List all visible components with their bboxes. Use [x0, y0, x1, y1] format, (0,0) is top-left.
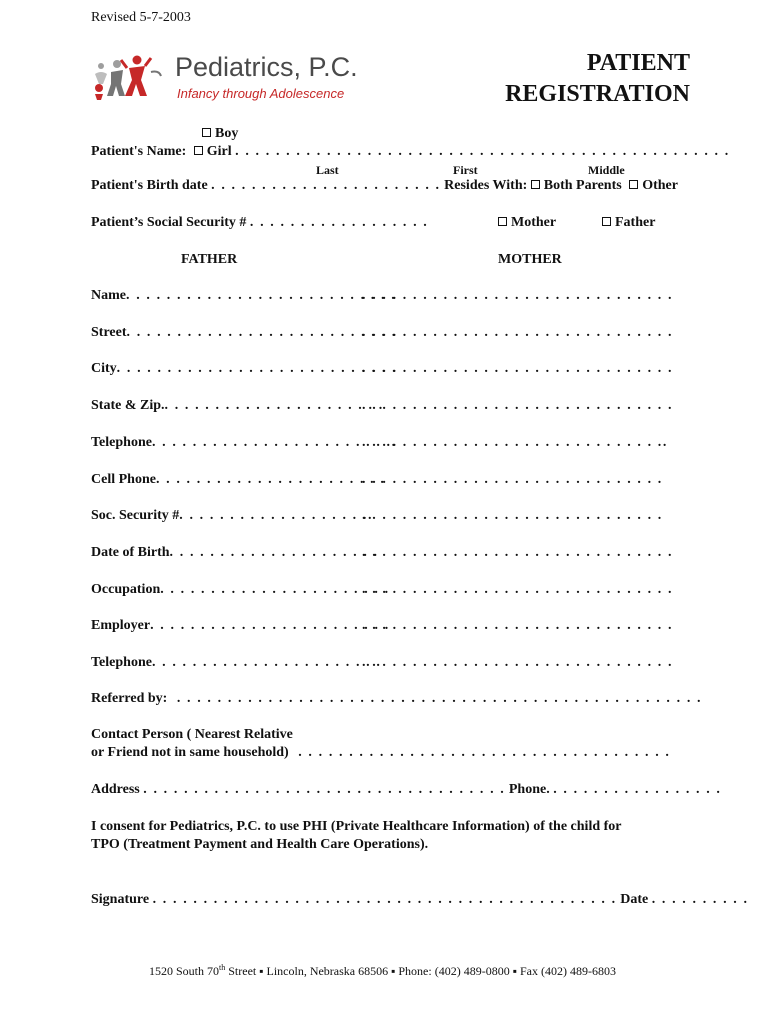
father-field[interactable]: . . . . . . . . . . . . . . . . . . . . . . . .. — [151, 435, 397, 450]
parent-row-label: Soc. Security # — [91, 508, 180, 523]
signature-row — [91, 892, 749, 908]
parent-row-label: Telephone — [91, 655, 152, 670]
other-label: Other — [642, 178, 678, 193]
phone-label: Phone. — [508, 782, 550, 797]
contact-person-label-line1: Contact Person ( Nearest Relative — [91, 727, 293, 742]
name-sublabel-last: Last — [316, 163, 339, 177]
father-field[interactable]: . . . . . . . . . . . . . . . . . . . . . — [169, 545, 379, 560]
practice-logo — [89, 50, 359, 106]
mother-column-header: MOTHER — [498, 252, 562, 267]
referred-by-field[interactable]: . . . . . . . . . . . . . . . . . . . . . . . . . . . . . . . . . . . . . . . . . . . . . . . . . . . . — [176, 691, 703, 706]
other-option[interactable] — [629, 178, 678, 193]
form-title-line2: REGISTRATION — [505, 81, 690, 107]
other-checkbox[interactable] — [629, 180, 638, 189]
signature-field[interactable]: . . . . . . . . . . . . . . . . . . . . . . . . . . . . . . . . . . . . . . . . . . . . . . — [152, 892, 617, 907]
mother-field[interactable]: . . . . . . . . . . . . . . . . . . . . . . . . . . . . . . . — [362, 361, 674, 376]
parent-row-label: Date of Birth — [91, 545, 170, 560]
father-field[interactable]: . . . . . . . . . . . . . . . . . . . . . . . — [151, 655, 382, 670]
patient-ssn-row — [91, 215, 428, 231]
referred-by-row — [91, 691, 702, 707]
parent-row — [91, 398, 384, 414]
boy-checkbox[interactable] — [202, 128, 211, 137]
parent-row — [91, 288, 396, 304]
parent-row-label: State & Zip. — [91, 398, 165, 413]
father-field[interactable]: . . . . . . . . . . . . . . . . . . . . . . . . . . . — [126, 288, 397, 303]
father-field[interactable]: . . . . . . . . . . . . . . . . . . . . . . . — [155, 472, 386, 487]
parent-row — [91, 545, 379, 561]
both-parents-option[interactable] — [531, 178, 622, 193]
practice-tagline: Infancy through Adolescence — [177, 86, 345, 101]
form-title-line1: PATIENT — [586, 50, 690, 76]
parent-row — [91, 582, 390, 598]
father-checkbox[interactable] — [602, 217, 611, 226]
address-row — [91, 782, 722, 798]
birth-date-field[interactable]: . . . . . . . . . . . . . . . . . . . . . . . — [211, 178, 441, 193]
mother-label: Mother — [511, 215, 557, 230]
date-label: Date — [620, 892, 649, 907]
parent-row-label: Employer — [91, 618, 151, 633]
patient-name-field[interactable]: . . . . . . . . . . . . . . . . . . . . . . . . . . . . . . . . . . . . . . . . . . . . . . . . . — [235, 144, 730, 159]
girl-option[interactable] — [194, 144, 232, 159]
resides-with-label: Resides With: — [444, 178, 528, 193]
mother-field[interactable]: . . . . . . . . . . . . . . . . . . . . . . . . . . . . . . . — [362, 325, 674, 340]
boy-label: Boy — [215, 126, 239, 141]
parent-row — [91, 655, 381, 671]
both-parents-label: Both Parents — [543, 178, 622, 193]
phone-field[interactable]: . . . . . . . . . . . . . . . . . — [553, 782, 722, 797]
parent-row — [91, 435, 397, 451]
form-title — [505, 48, 690, 110]
contact-person-row — [91, 745, 671, 761]
mother-field[interactable]: . . . . . . . . . . . . . . . . . . . . . . . . . . . . . . . — [362, 288, 674, 303]
patient-name-label: Patient's Name: — [91, 144, 187, 159]
father-option[interactable] — [602, 215, 655, 231]
father-field[interactable]: . . . . . . . . . . . . . . . . . . . . . . . . . . . — [126, 325, 397, 340]
patient-name-row — [91, 144, 730, 160]
girl-label: Girl — [206, 144, 232, 159]
birth-date-row — [91, 178, 678, 194]
practice-name: Pediatrics, P.C. — [175, 52, 358, 82]
parent-row-label: Street — [91, 325, 127, 340]
parent-row — [91, 325, 397, 341]
date-field[interactable]: . . . . . . . . . . — [651, 892, 749, 907]
both-parents-checkbox[interactable] — [531, 180, 540, 189]
children-figures-icon — [89, 50, 175, 106]
mother-field[interactable]: . . . . . . . . . . . . . . . . . . . . . . . . . . . . . . . — [362, 398, 674, 413]
father-field[interactable]: . . . . . . . . . . . . . . . . . . . . . . . . . . . . — [116, 361, 398, 376]
parent-row — [91, 508, 373, 524]
consent-text-line2: TPO (Treatment Payment and Health Care Operations). — [91, 837, 429, 852]
address-label: Address — [91, 782, 140, 797]
patient-ssn-field[interactable]: . . . . . . . . . . . . . . . . . . — [249, 215, 429, 230]
mother-field[interactable]: . . . . . . . . . . . . . . . . . . . . . . . . . . . . . . . — [362, 582, 674, 597]
footer-address-sup: th — [219, 963, 226, 972]
mother-field[interactable]: . . . . . . . . . . . . . . . . . . . . . . . . . . . . . .. — [362, 435, 668, 450]
parent-row-label: City — [91, 361, 117, 376]
contact-person-field[interactable]: . . . . . . . . . . . . . . . . . . . . . . . . . . . . . . . . . . . . . — [298, 745, 671, 760]
consent-text-line1: I consent for Pediatrics, P.C. to use PHI (Private Healthcare Information) of the child for — [91, 819, 622, 834]
father-field[interactable]: . . . . . . . . . . . . . . . . . . . . . . . . — [150, 618, 390, 633]
father-field[interactable]: . . . . . . . . . . . . . . . . . . .. — [179, 508, 374, 523]
parent-row-label: Telephone — [91, 435, 152, 450]
referred-by-label: Referred by: — [91, 691, 168, 706]
contact-person-label-line2: or Friend not in same household) — [91, 745, 289, 760]
father-label: Father — [615, 215, 656, 230]
parent-row — [91, 361, 397, 377]
footer-address-pre: 1520 South 70 — [149, 964, 220, 978]
father-field[interactable]: . . . . . . . . . . . . . . . . . . . . . . . — [160, 582, 390, 597]
footer-address — [149, 963, 616, 979]
parent-row-label: Cell Phone — [91, 472, 156, 487]
parent-row-label: Occupation — [91, 582, 161, 597]
mother-field[interactable]: . . . . . . . . . . . . . . . . . . . . . . . . . . . . . . — [362, 472, 663, 487]
patient-ssn-label: Patient’s Social Security # — [91, 215, 247, 230]
mother-checkbox[interactable] — [498, 217, 507, 226]
birth-date-label: Patient's Birth date — [91, 178, 208, 193]
parent-row-label: Name — [91, 288, 126, 303]
boy-option[interactable] — [202, 126, 238, 142]
mother-field[interactable]: . . . . . . . . . . . . . . . . . . . . . . . . . . . . . . . — [362, 655, 674, 670]
revision-date: Revised 5-7-2003 — [91, 10, 191, 25]
mother-field[interactable]: . . . . . . . . . . . . . . . . . . . . . . . . . . . . . . . — [362, 618, 674, 633]
footer-address-post: Street ▪ Lincoln, Nebraska 68506 ▪ Phone: (402) 489-0800 ▪ Fax (402) 489-6803 — [225, 964, 616, 978]
address-field[interactable]: . . . . . . . . . . . . . . . . . . . . . . . . . . . . . . . . . . . . — [143, 782, 506, 797]
mother-field[interactable]: . . . . . . . . . . . . . . . . . . . . . . . . . . . . . . . — [362, 545, 674, 560]
name-sublabel-middle: Middle — [588, 163, 625, 177]
mother-field[interactable]: . . . . . . . . . . . . . . . . . . . . . . . . . . . . . . — [362, 508, 663, 523]
girl-checkbox[interactable] — [194, 146, 203, 155]
parent-row — [91, 472, 385, 488]
parent-row — [91, 618, 390, 634]
father-column-header: FATHER — [181, 252, 238, 267]
name-sublabel-first: First — [453, 163, 478, 177]
signature-label: Signature — [91, 892, 150, 907]
father-field[interactable]: . . . . . . . . . . . . . . . . . . . . . . — [164, 398, 384, 413]
mother-option[interactable] — [498, 215, 556, 231]
